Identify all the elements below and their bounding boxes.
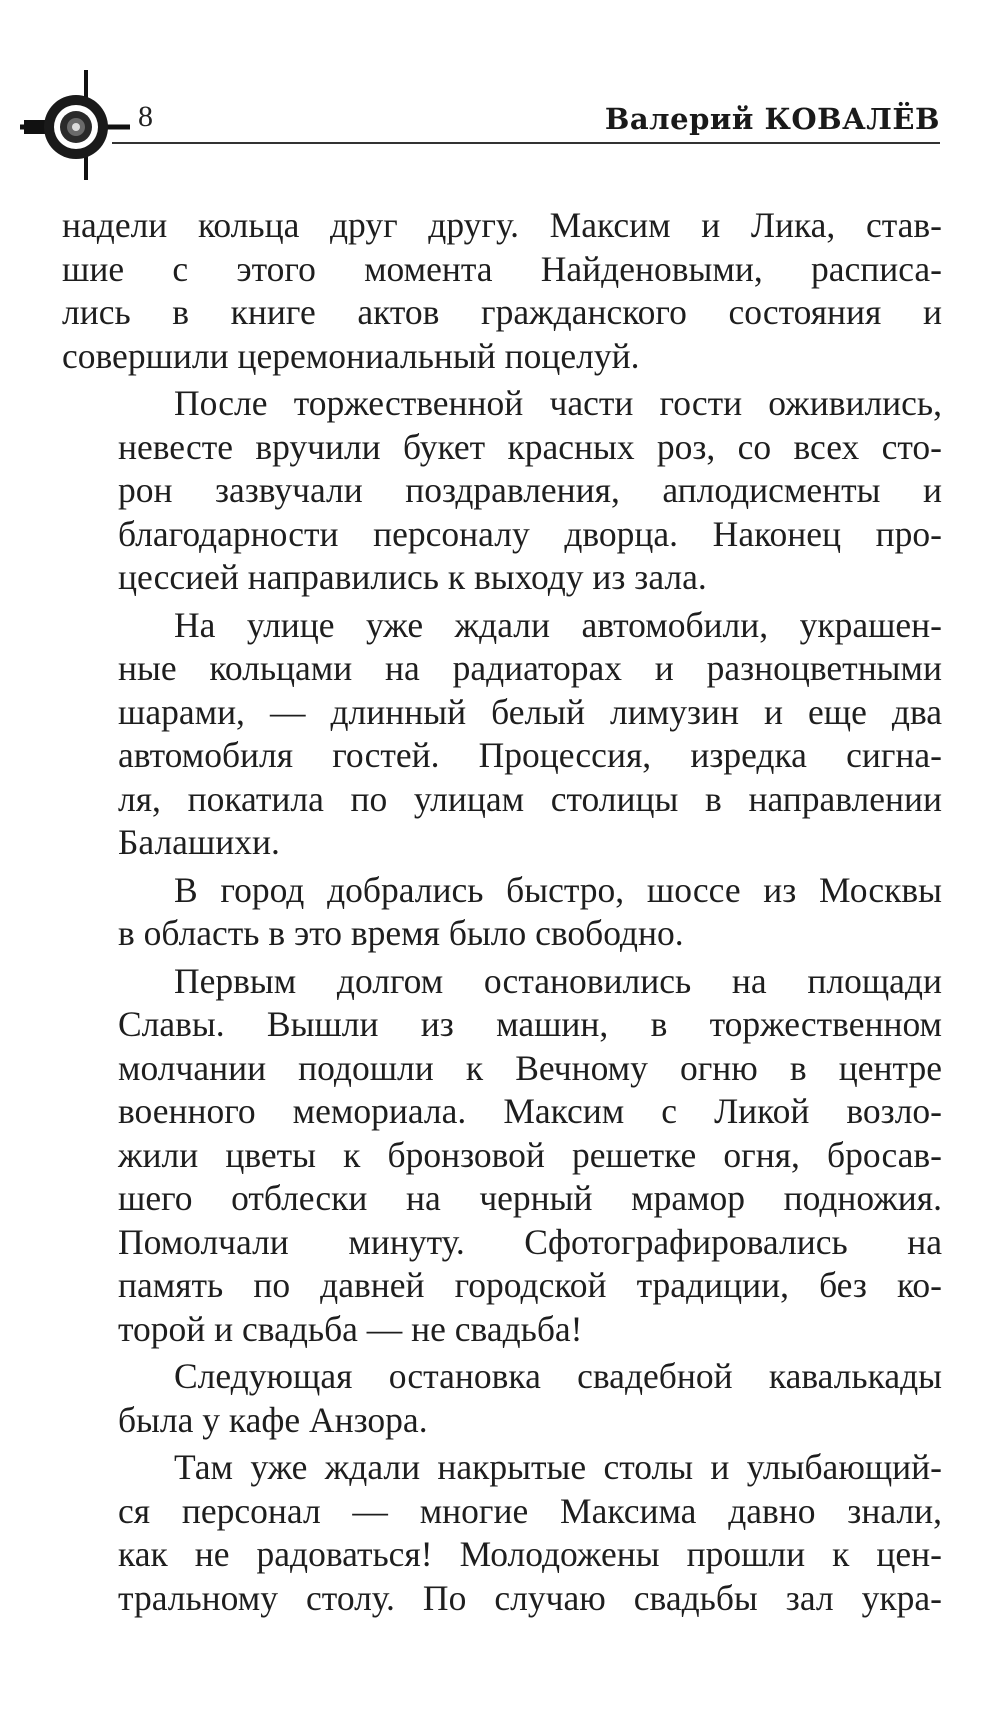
text-line: рон зазвучали поздравления, аплодисменты и bbox=[118, 470, 942, 510]
text-line: жили цветы к бронзовой решетке огня, бросав- bbox=[118, 1134, 942, 1175]
text-line: ля, покатила по улицам столицы в направлении bbox=[118, 778, 942, 819]
paragraph bbox=[62, 382, 942, 600]
text-line: была у кафе Анзора. bbox=[118, 1399, 428, 1440]
text-line: Помолчали минуту. Сфотографировались на bbox=[118, 1221, 942, 1262]
text-line: Следующая остановка свадебной кавалькады bbox=[174, 1356, 942, 1396]
text-line: шарами, — длинный белый лимузин и еще два bbox=[118, 691, 942, 732]
text-line: военного мемориала. Максим с Ликой возло- bbox=[118, 1091, 942, 1131]
paragraph bbox=[62, 204, 942, 378]
text-line: В город добрались быстро, шоссе из Москвы bbox=[174, 869, 942, 910]
text-line: Там уже ждали накрытые столы и улыбающий- bbox=[174, 1447, 942, 1487]
text-line: Славы. Вышли из машин, в торжественном bbox=[118, 1004, 942, 1044]
text-line: как не радоваться! Молодожены прошли к цен- bbox=[118, 1534, 942, 1574]
running-header-author: Валерий КОВАЛЁВ bbox=[604, 102, 940, 136]
text-line: тральному столу. По случаю свадьбы зал укра- bbox=[118, 1577, 942, 1618]
crosshair-emblem-icon bbox=[20, 70, 130, 180]
text-line: торой и свадьба — не свадьба! bbox=[118, 1308, 583, 1349]
text-line: в область в это время было свободно. bbox=[118, 913, 684, 953]
page-number: 8 bbox=[138, 100, 153, 133]
text-line: надели кольца друг другу. Максим и Лика, став- bbox=[62, 205, 942, 245]
header-rule bbox=[112, 142, 940, 144]
text-line: совершили церемониальный поцелуй. bbox=[62, 335, 640, 376]
text-line: После торжественной части гости оживились, bbox=[174, 383, 942, 423]
paragraph bbox=[62, 960, 942, 1352]
paragraph bbox=[62, 1355, 942, 1442]
text-line: невесте вручили букет красных роз, со всех сто- bbox=[118, 426, 942, 467]
paragraph bbox=[62, 869, 942, 956]
text-line: молчании подошли к Вечному огню в центре bbox=[118, 1047, 942, 1088]
text-line: автомобиля гостей. Процессия, изредка сигна- bbox=[118, 735, 942, 775]
paragraph bbox=[62, 1446, 942, 1620]
text-line: Первым долгом остановились на площади bbox=[174, 960, 942, 1001]
body-text bbox=[62, 204, 942, 1624]
text-line: память по давней городской традиции, без ко- bbox=[118, 1265, 942, 1305]
text-line: шие с этого момента Найденовыми, расписа- bbox=[62, 248, 942, 289]
text-line: Балашихи. bbox=[118, 822, 280, 862]
page-header bbox=[20, 70, 940, 180]
text-line: шего отблески на черный мрамор подножия. bbox=[118, 1178, 942, 1218]
text-line: лись в книге актов гражданского состояния и bbox=[62, 292, 942, 332]
text-line: На улице уже ждали автомобили, украшен- bbox=[174, 604, 942, 645]
paragraph bbox=[62, 604, 942, 865]
text-line: ся персонал — многие Максима давно знали, bbox=[118, 1490, 942, 1531]
text-line: ные кольцами на радиаторах и разноцветными bbox=[118, 648, 942, 688]
text-line: благодарности персоналу дворца. Наконец про- bbox=[118, 513, 942, 554]
text-line: цессией направились к выходу из зала. bbox=[118, 557, 707, 597]
